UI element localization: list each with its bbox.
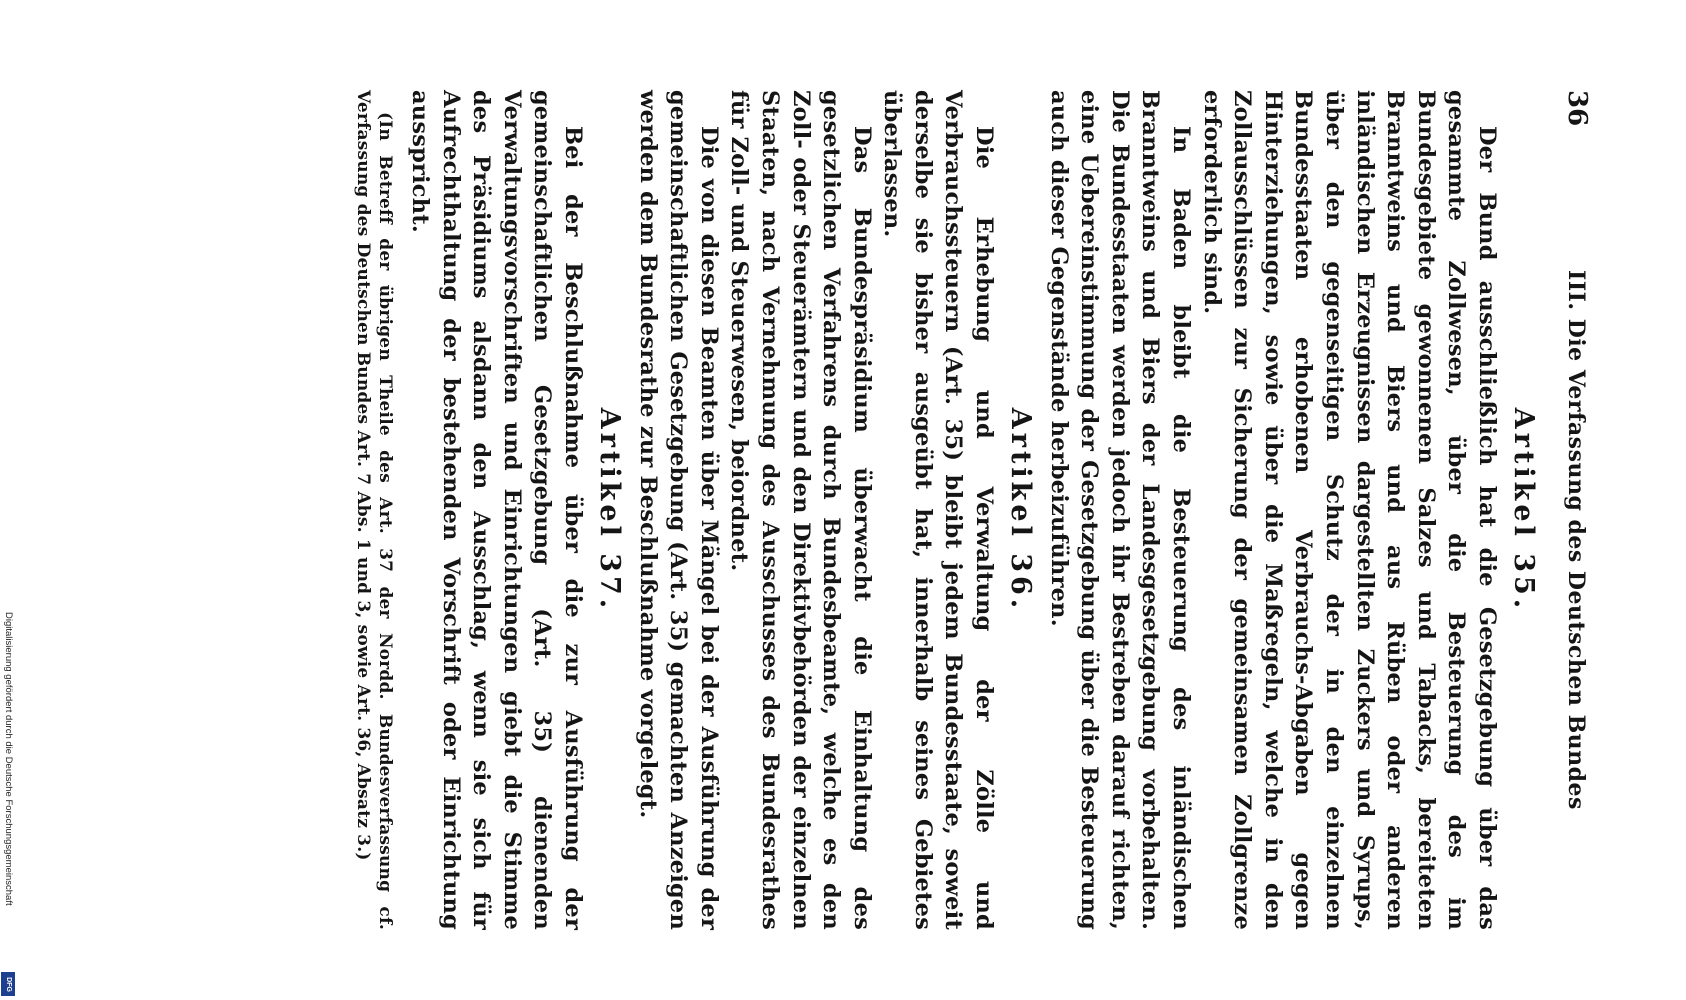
article-36 [632, 90, 1039, 930]
article-35 [1043, 90, 1542, 930]
page-number: 36 [1562, 90, 1592, 127]
running-title: III. Die Verfassung des Deutschen Bundes [1563, 270, 1589, 810]
article-37 [404, 90, 628, 930]
scanned-page [160, 68, 1592, 958]
article-paragraph: Die Erhebung und Verwaltung der Zölle und Verbrauchssteuern (Art. 35) bleibt jedem Bundesstaate, soweit derselbe sie bisher ausgeübt hat, innerhalb seines Gebietes überlassen. [879, 90, 998, 930]
credit-strip [0, 0, 16, 1000]
running-head [1546, 90, 1592, 930]
article-paragraph: Das Bundespräsidium überwacht die Einhaltung des gesetzlichen Verfahrens durch Bundesbeamte, welche es den Zoll- oder Steuerämtern und den Direktivbehörden der einzelnen Staaten, nach Vernehmung des Ausschusses des Bundesrathes für Zoll- und Steuerwesen, beiordnet. [726, 90, 875, 930]
article-paragraph: Bei der Beschlußnahme über die zur Ausführung der gemeinschaftlichen Gesetzgebung (Art. 35) dienenden Verwaltungsvorschriften und Einrichtungen giebt die Stimme des Präsidiums alsdann den Ausschlag, wenn sie sich für Aufrechthaltung der bestehenden Vorschrift oder Einrichtung ausspricht. [407, 90, 586, 930]
article-heading: Artikel 37. [593, 407, 625, 613]
footnote: (In Betreff der übrigen Theile des Art. 37 der Nordd. Bundesverfassung cf. Verfassung des Deutschen Bundes Art. 7 Abs. 1 und 3, sowie Art. 36, Absatz 3.) [353, 90, 396, 930]
digitization-credit: Digitalisierung gefördert durch die Deutsche Forschungsgemeinschaft [3, 612, 14, 906]
article-paragraph: Der Bund ausschließlich hat die Gesetzgebung über das gesammte Zollwesen, über die Besteuerung des im Bundesgebiete gewonnenen Salzes und Tabacks, bereiteten Branntweins und Biers und aus Rüben oder anderen inländischen Erzeugnissen dargestellten Zuckers und Syrups, über den gegenseitigen Schutz der in den einzelnen Bundesstaaten erhobenen Verbrauchs-Abgaben gegen Hinterziehungen, sowie über die Maßregeln, welche in den Zollausschlüssen zur Sicherung der gemeinsamen Zollgrenze erforderlich sind. [1198, 90, 1500, 930]
article-heading: Artikel 35. [1508, 407, 1539, 613]
article-paragraph: In Baden bleibt die Besteuerung des inländischen Branntweins und Biers der Landesgesetzgebung vorbehalten. Die Bundesstaaten werden jedoch ihr Bestreben darauf richten, eine Uebereinstimmung der Gesetzgebung über die Besteuerung auch dieser Gegenstände herbeizuführen. [1045, 90, 1195, 930]
page-content [300, 68, 1600, 958]
article-paragraph: Die von diesen Beamten über Mängel bei der Ausführung der gemeinschaftlichen Gesetzgebung (Art. 35) gemachten Anzeigen werden dem Bundesrathe zur Beschlußnahme vorgelegt. [634, 90, 722, 930]
article-heading: Artikel 36. [1005, 407, 1037, 613]
dfg-logo [1, 972, 15, 996]
dfg-logo-text: DFG [4, 976, 12, 992]
